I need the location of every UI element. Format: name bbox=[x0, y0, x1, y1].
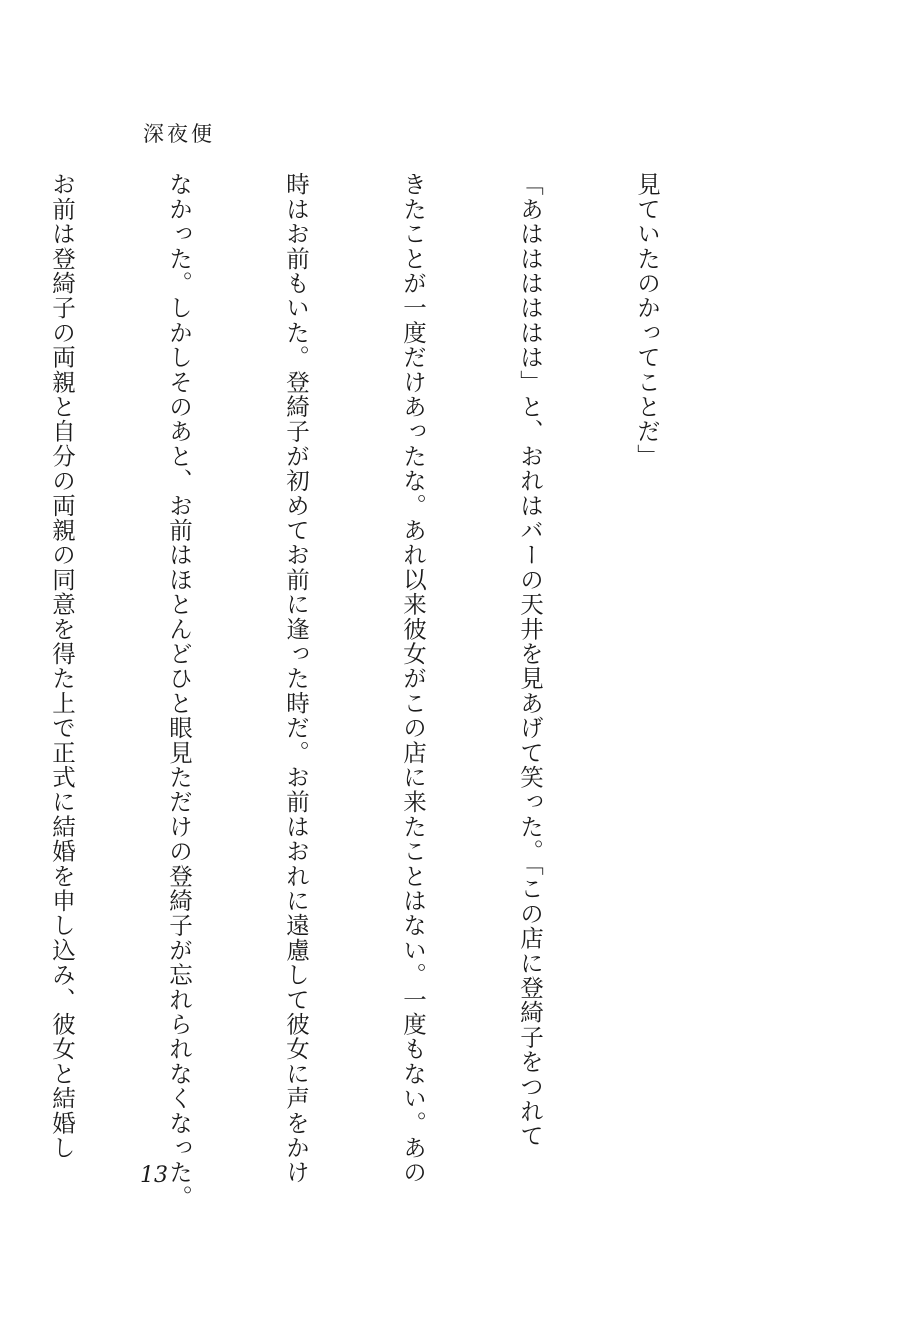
running-head: 深夜便 bbox=[143, 122, 215, 146]
text-line: なかった。しかしそのあと、お前はほとんどひと眼見ただけの登綺子が忘れられなくなった。 bbox=[165, 172, 193, 1210]
text-line: 見ていたのかってことだ」 bbox=[633, 172, 661, 469]
text-line: きたことが一度だけあったな。あれ以来彼女がこの店に来たことはない。一度もない。あの bbox=[399, 172, 427, 1185]
text-line: 時はお前もいた。登綺子が初めてお前に逢った時だ。お前はおれに遠慮して彼女に声をかけ bbox=[282, 172, 310, 1185]
page-number: 13 bbox=[140, 1163, 168, 1188]
text-line: お前は登綺子の両親と自分の両親の同意を得た上で正式に結婚を申し込み、彼女と結婚し bbox=[48, 172, 76, 1161]
text-line: 「あはははははは」と、おれはバーの天井を見あげて笑った。「この店に登綺子をつれて bbox=[516, 172, 544, 1149]
